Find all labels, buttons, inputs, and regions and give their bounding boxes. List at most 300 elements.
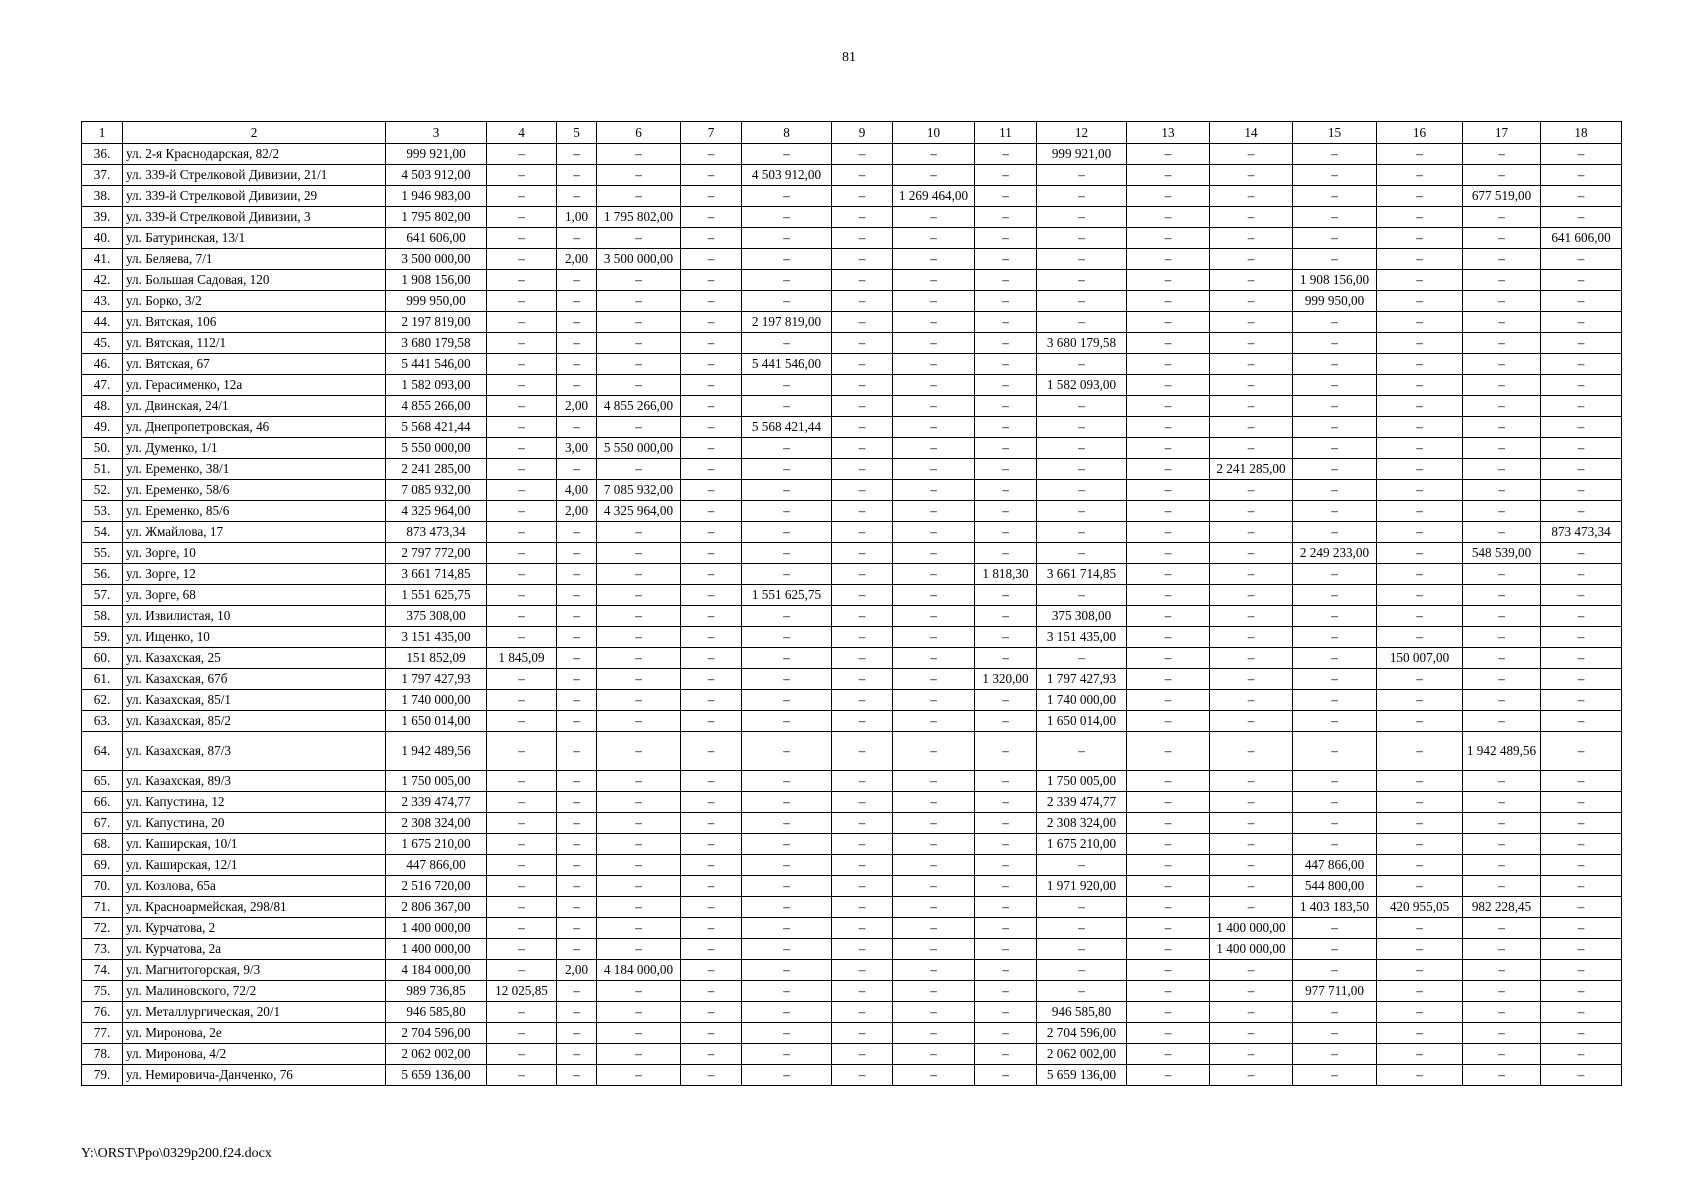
value-cell: – bbox=[1541, 711, 1622, 732]
value-cell: – bbox=[975, 249, 1037, 270]
value-cell: – bbox=[487, 312, 557, 333]
value-cell: – bbox=[742, 648, 832, 669]
value-cell: – bbox=[1377, 732, 1463, 771]
value-cell: – bbox=[597, 897, 681, 918]
value-cell: – bbox=[742, 522, 832, 543]
value-cell: – bbox=[1037, 165, 1127, 186]
value-cell: – bbox=[1541, 1044, 1622, 1065]
value-cell: – bbox=[487, 813, 557, 834]
value-cell: – bbox=[1541, 855, 1622, 876]
address-cell: ул. Думенко, 1/1 bbox=[123, 438, 386, 459]
value-cell: – bbox=[487, 918, 557, 939]
value-cell: – bbox=[557, 939, 597, 960]
value-cell: – bbox=[1127, 312, 1210, 333]
value-cell: – bbox=[893, 1044, 975, 1065]
value-cell: 4 184 000,00 bbox=[386, 960, 487, 981]
value-cell: – bbox=[681, 897, 742, 918]
value-cell: – bbox=[487, 333, 557, 354]
value-cell: – bbox=[975, 792, 1037, 813]
value-cell: – bbox=[557, 354, 597, 375]
table-row bbox=[82, 375, 1622, 396]
value-cell: – bbox=[893, 1023, 975, 1044]
value-cell: – bbox=[1210, 1002, 1293, 1023]
header-cell: 4 bbox=[487, 122, 557, 144]
value-cell: – bbox=[557, 771, 597, 792]
value-cell: – bbox=[832, 732, 893, 771]
value-cell: – bbox=[975, 690, 1037, 711]
value-cell: – bbox=[893, 606, 975, 627]
value-cell: – bbox=[1037, 459, 1127, 480]
value-cell: – bbox=[681, 585, 742, 606]
value-cell: – bbox=[975, 939, 1037, 960]
table-row bbox=[82, 711, 1622, 732]
value-cell: – bbox=[1541, 1023, 1622, 1044]
value-cell: – bbox=[597, 981, 681, 1002]
value-cell: – bbox=[975, 960, 1037, 981]
value-cell: – bbox=[832, 939, 893, 960]
value-cell: – bbox=[597, 417, 681, 438]
value-cell: – bbox=[1210, 564, 1293, 585]
value-cell: – bbox=[487, 939, 557, 960]
row-number: 48. bbox=[82, 396, 123, 417]
value-cell: – bbox=[832, 354, 893, 375]
value-cell: – bbox=[1210, 792, 1293, 813]
table-row bbox=[82, 1002, 1622, 1023]
value-cell: – bbox=[1463, 459, 1541, 480]
value-cell: – bbox=[832, 627, 893, 648]
value-cell: 1 946 983,00 bbox=[386, 186, 487, 207]
value-cell: 7 085 932,00 bbox=[386, 480, 487, 501]
value-cell: – bbox=[1210, 480, 1293, 501]
value-cell: – bbox=[557, 1065, 597, 1086]
value-cell: – bbox=[975, 270, 1037, 291]
value-cell: – bbox=[742, 981, 832, 1002]
value-cell: – bbox=[487, 855, 557, 876]
value-cell: – bbox=[975, 291, 1037, 312]
value-cell: – bbox=[557, 186, 597, 207]
value-cell: – bbox=[975, 1044, 1037, 1065]
value-cell: – bbox=[1541, 813, 1622, 834]
value-cell: – bbox=[597, 333, 681, 354]
table-row bbox=[82, 732, 1622, 771]
value-cell: – bbox=[557, 333, 597, 354]
value-cell: – bbox=[832, 981, 893, 1002]
value-cell: – bbox=[1463, 690, 1541, 711]
value-cell: – bbox=[1463, 270, 1541, 291]
value-cell: – bbox=[681, 291, 742, 312]
value-cell: 1 797 427,93 bbox=[1037, 669, 1127, 690]
value-cell: – bbox=[1293, 939, 1377, 960]
address-cell: ул. Зорге, 68 bbox=[123, 585, 386, 606]
value-cell: – bbox=[893, 834, 975, 855]
value-cell: – bbox=[893, 960, 975, 981]
address-cell: ул. Вятская, 106 bbox=[123, 312, 386, 333]
value-cell: – bbox=[1463, 711, 1541, 732]
value-cell: – bbox=[597, 606, 681, 627]
value-cell: – bbox=[1127, 939, 1210, 960]
value-cell: 989 736,85 bbox=[386, 981, 487, 1002]
value-cell: 2,00 bbox=[557, 501, 597, 522]
value-cell: – bbox=[1377, 792, 1463, 813]
value-cell: – bbox=[597, 648, 681, 669]
table-row bbox=[82, 564, 1622, 585]
value-cell: – bbox=[1127, 144, 1210, 165]
footer-file-path: Y:\ORST\Ppo\0329p200.f24.docx bbox=[81, 1146, 272, 1161]
value-cell: – bbox=[1377, 396, 1463, 417]
value-cell: – bbox=[557, 732, 597, 771]
value-cell: – bbox=[975, 459, 1037, 480]
value-cell: – bbox=[1377, 876, 1463, 897]
value-cell: – bbox=[1377, 459, 1463, 480]
value-cell: – bbox=[893, 711, 975, 732]
value-cell: – bbox=[1541, 312, 1622, 333]
value-cell: – bbox=[1127, 417, 1210, 438]
value-cell: – bbox=[893, 690, 975, 711]
value-cell: – bbox=[487, 186, 557, 207]
value-cell: – bbox=[1541, 249, 1622, 270]
value-cell: – bbox=[681, 648, 742, 669]
value-cell: 5 550 000,00 bbox=[597, 438, 681, 459]
value-cell: – bbox=[832, 375, 893, 396]
address-cell: ул. Малиновского, 72/2 bbox=[123, 981, 386, 1002]
value-cell: 544 800,00 bbox=[1293, 876, 1377, 897]
value-cell: 3 661 714,85 bbox=[1037, 564, 1127, 585]
value-cell: – bbox=[893, 375, 975, 396]
value-cell: – bbox=[487, 1065, 557, 1086]
value-cell: – bbox=[975, 876, 1037, 897]
value-cell: 2,00 bbox=[557, 249, 597, 270]
value-cell: – bbox=[681, 939, 742, 960]
value-cell: – bbox=[681, 876, 742, 897]
value-cell: – bbox=[681, 960, 742, 981]
value-cell: – bbox=[1210, 333, 1293, 354]
value-cell: – bbox=[597, 144, 681, 165]
value-cell: – bbox=[742, 690, 832, 711]
value-cell: – bbox=[1463, 291, 1541, 312]
row-number: 40. bbox=[82, 228, 123, 249]
table-row bbox=[82, 669, 1622, 690]
value-cell: – bbox=[742, 270, 832, 291]
table-row bbox=[82, 249, 1622, 270]
value-cell: – bbox=[487, 291, 557, 312]
value-cell: – bbox=[1463, 792, 1541, 813]
value-cell: – bbox=[1541, 771, 1622, 792]
value-cell: – bbox=[1463, 771, 1541, 792]
row-number: 52. bbox=[82, 480, 123, 501]
value-cell: – bbox=[1210, 312, 1293, 333]
row-number: 69. bbox=[82, 855, 123, 876]
row-number: 55. bbox=[82, 543, 123, 564]
row-number: 45. bbox=[82, 333, 123, 354]
value-cell: – bbox=[1463, 1023, 1541, 1044]
value-cell: – bbox=[557, 375, 597, 396]
value-cell: – bbox=[893, 648, 975, 669]
value-cell: – bbox=[893, 207, 975, 228]
value-cell: – bbox=[557, 834, 597, 855]
value-cell: 375 308,00 bbox=[386, 606, 487, 627]
value-cell: – bbox=[893, 417, 975, 438]
value-cell: – bbox=[1541, 627, 1622, 648]
value-cell: – bbox=[1541, 291, 1622, 312]
value-cell: 4 855 266,00 bbox=[386, 396, 487, 417]
row-number: 42. bbox=[82, 270, 123, 291]
value-cell: – bbox=[1210, 627, 1293, 648]
value-cell: – bbox=[1210, 711, 1293, 732]
value-cell: – bbox=[1127, 291, 1210, 312]
row-number: 56. bbox=[82, 564, 123, 585]
address-cell: ул. 339-й Стрелковой Дивизии, 29 bbox=[123, 186, 386, 207]
table-row bbox=[82, 585, 1622, 606]
value-cell: – bbox=[1127, 207, 1210, 228]
value-cell: – bbox=[597, 1023, 681, 1044]
value-cell: – bbox=[1037, 438, 1127, 459]
address-cell: ул. Козлова, 65а bbox=[123, 876, 386, 897]
value-cell: – bbox=[681, 207, 742, 228]
row-number: 57. bbox=[82, 585, 123, 606]
row-number: 54. bbox=[82, 522, 123, 543]
value-cell: – bbox=[1463, 1002, 1541, 1023]
value-cell: – bbox=[742, 627, 832, 648]
value-cell: – bbox=[742, 606, 832, 627]
value-cell: – bbox=[975, 165, 1037, 186]
value-cell: – bbox=[681, 144, 742, 165]
value-cell: 4 503 912,00 bbox=[386, 165, 487, 186]
row-number: 49. bbox=[82, 417, 123, 438]
value-cell: 5 441 546,00 bbox=[386, 354, 487, 375]
value-cell: – bbox=[681, 981, 742, 1002]
value-cell: 946 585,80 bbox=[386, 1002, 487, 1023]
value-cell: – bbox=[681, 312, 742, 333]
value-cell: – bbox=[832, 855, 893, 876]
value-cell: – bbox=[742, 1044, 832, 1065]
value-cell: – bbox=[975, 981, 1037, 1002]
value-cell: – bbox=[1377, 771, 1463, 792]
address-cell: ул. Еременко, 58/6 bbox=[123, 480, 386, 501]
value-cell: – bbox=[742, 876, 832, 897]
value-cell: – bbox=[1037, 981, 1127, 1002]
row-number: 64. bbox=[82, 732, 123, 771]
value-cell: – bbox=[597, 270, 681, 291]
value-cell: 1 551 625,75 bbox=[386, 585, 487, 606]
value-cell: – bbox=[1293, 1002, 1377, 1023]
row-number: 75. bbox=[82, 981, 123, 1002]
value-cell: – bbox=[1293, 1023, 1377, 1044]
value-cell: – bbox=[742, 1002, 832, 1023]
value-cell: 3 500 000,00 bbox=[597, 249, 681, 270]
value-cell: – bbox=[1037, 207, 1127, 228]
value-cell: – bbox=[832, 585, 893, 606]
value-cell: 873 473,34 bbox=[1541, 522, 1622, 543]
value-cell: – bbox=[1541, 270, 1622, 291]
value-cell: – bbox=[597, 771, 681, 792]
row-number: 65. bbox=[82, 771, 123, 792]
value-cell: – bbox=[742, 564, 832, 585]
value-cell: – bbox=[1210, 396, 1293, 417]
value-cell: – bbox=[1293, 333, 1377, 354]
value-cell: – bbox=[832, 480, 893, 501]
value-cell: 1 795 802,00 bbox=[597, 207, 681, 228]
value-cell: – bbox=[1541, 939, 1622, 960]
value-cell: 946 585,80 bbox=[1037, 1002, 1127, 1023]
value-cell: – bbox=[832, 711, 893, 732]
value-cell: – bbox=[893, 564, 975, 585]
value-cell: 1 942 489,56 bbox=[1463, 732, 1541, 771]
table-row bbox=[82, 291, 1622, 312]
value-cell: 2 806 367,00 bbox=[386, 897, 487, 918]
table-row bbox=[82, 144, 1622, 165]
value-cell: – bbox=[597, 291, 681, 312]
value-cell: – bbox=[487, 249, 557, 270]
value-cell: 4 855 266,00 bbox=[597, 396, 681, 417]
value-cell: – bbox=[487, 438, 557, 459]
value-cell: 2 197 819,00 bbox=[386, 312, 487, 333]
value-cell: – bbox=[1037, 855, 1127, 876]
value-cell: 4 184 000,00 bbox=[597, 960, 681, 981]
table-row bbox=[82, 228, 1622, 249]
value-cell: – bbox=[975, 417, 1037, 438]
address-cell: ул. Немировича-Данченко, 76 bbox=[123, 1065, 386, 1086]
value-cell: – bbox=[1210, 417, 1293, 438]
value-cell: 2,00 bbox=[557, 960, 597, 981]
value-cell: – bbox=[1377, 627, 1463, 648]
value-cell: – bbox=[681, 333, 742, 354]
value-cell: – bbox=[557, 165, 597, 186]
value-cell: – bbox=[1293, 606, 1377, 627]
value-cell: – bbox=[1127, 249, 1210, 270]
value-cell: – bbox=[832, 249, 893, 270]
value-cell: – bbox=[1037, 480, 1127, 501]
value-cell: – bbox=[681, 1065, 742, 1086]
table-row bbox=[82, 855, 1622, 876]
value-cell: – bbox=[1377, 480, 1463, 501]
value-cell: – bbox=[1293, 834, 1377, 855]
value-cell: 1 400 000,00 bbox=[1210, 918, 1293, 939]
value-cell: – bbox=[681, 711, 742, 732]
value-cell: 2 062 002,00 bbox=[386, 1044, 487, 1065]
value-cell: – bbox=[975, 186, 1037, 207]
value-cell: – bbox=[1210, 771, 1293, 792]
value-cell: – bbox=[1293, 312, 1377, 333]
value-cell: – bbox=[487, 669, 557, 690]
value-cell: – bbox=[1037, 522, 1127, 543]
value-cell: – bbox=[1377, 291, 1463, 312]
value-cell: – bbox=[832, 144, 893, 165]
header-cell: 15 bbox=[1293, 122, 1377, 144]
value-cell: – bbox=[1210, 690, 1293, 711]
row-number: 44. bbox=[82, 312, 123, 333]
value-cell: – bbox=[487, 960, 557, 981]
value-cell: – bbox=[1541, 144, 1622, 165]
value-cell: – bbox=[893, 333, 975, 354]
value-cell: – bbox=[1463, 981, 1541, 1002]
value-cell: – bbox=[1541, 396, 1622, 417]
value-cell: – bbox=[1541, 1065, 1622, 1086]
value-cell: 3 151 435,00 bbox=[1037, 627, 1127, 648]
value-cell: – bbox=[1377, 939, 1463, 960]
value-cell: – bbox=[1210, 834, 1293, 855]
value-cell: 1 797 427,93 bbox=[386, 669, 487, 690]
value-cell: – bbox=[975, 333, 1037, 354]
table-row bbox=[82, 876, 1622, 897]
value-cell: – bbox=[1210, 585, 1293, 606]
value-cell: – bbox=[557, 1023, 597, 1044]
value-cell: – bbox=[893, 771, 975, 792]
value-cell: – bbox=[1541, 918, 1622, 939]
value-cell: – bbox=[893, 792, 975, 813]
row-number: 72. bbox=[82, 918, 123, 939]
value-cell: – bbox=[557, 813, 597, 834]
value-cell: – bbox=[1127, 627, 1210, 648]
row-number: 37. bbox=[82, 165, 123, 186]
value-cell: – bbox=[1293, 186, 1377, 207]
value-cell: – bbox=[1377, 1065, 1463, 1086]
value-cell: – bbox=[975, 648, 1037, 669]
value-cell: – bbox=[742, 396, 832, 417]
value-cell: – bbox=[1541, 333, 1622, 354]
value-cell: – bbox=[681, 396, 742, 417]
row-number: 59. bbox=[82, 627, 123, 648]
address-cell: ул. Жмайлова, 17 bbox=[123, 522, 386, 543]
value-cell: – bbox=[1210, 186, 1293, 207]
value-cell: – bbox=[681, 270, 742, 291]
value-cell: – bbox=[1210, 375, 1293, 396]
value-cell: – bbox=[1463, 1044, 1541, 1065]
value-cell: – bbox=[1037, 417, 1127, 438]
value-cell: – bbox=[1293, 438, 1377, 459]
value-cell: – bbox=[1463, 813, 1541, 834]
value-cell: – bbox=[487, 627, 557, 648]
row-number: 58. bbox=[82, 606, 123, 627]
value-cell: – bbox=[1377, 918, 1463, 939]
value-cell: – bbox=[975, 585, 1037, 606]
value-cell: – bbox=[1293, 669, 1377, 690]
value-cell: – bbox=[1541, 480, 1622, 501]
value-cell: 999 950,00 bbox=[1293, 291, 1377, 312]
value-cell: – bbox=[832, 543, 893, 564]
value-cell: – bbox=[1127, 543, 1210, 564]
row-number: 51. bbox=[82, 459, 123, 480]
row-number: 70. bbox=[82, 876, 123, 897]
value-cell: – bbox=[742, 438, 832, 459]
value-cell: – bbox=[832, 876, 893, 897]
value-cell: – bbox=[832, 501, 893, 522]
value-cell: – bbox=[975, 480, 1037, 501]
value-cell: 375 308,00 bbox=[1037, 606, 1127, 627]
row-number: 46. bbox=[82, 354, 123, 375]
value-cell: – bbox=[742, 939, 832, 960]
value-cell: – bbox=[1127, 690, 1210, 711]
value-cell: – bbox=[832, 228, 893, 249]
value-cell: 641 606,00 bbox=[386, 228, 487, 249]
value-cell: – bbox=[557, 585, 597, 606]
value-cell: 982 228,45 bbox=[1463, 897, 1541, 918]
value-cell: – bbox=[1541, 690, 1622, 711]
value-cell: – bbox=[597, 732, 681, 771]
value-cell: – bbox=[681, 834, 742, 855]
value-cell: – bbox=[975, 312, 1037, 333]
address-cell: ул. Казахская, 85/1 bbox=[123, 690, 386, 711]
value-cell: – bbox=[681, 1023, 742, 1044]
value-cell: – bbox=[1377, 606, 1463, 627]
value-cell: 1 795 802,00 bbox=[386, 207, 487, 228]
value-cell: – bbox=[1541, 669, 1622, 690]
value-cell: – bbox=[832, 291, 893, 312]
value-cell: – bbox=[681, 690, 742, 711]
value-cell: – bbox=[832, 1023, 893, 1044]
address-cell: ул. Беляева, 7/1 bbox=[123, 249, 386, 270]
value-cell: – bbox=[1293, 480, 1377, 501]
value-cell: 1 400 000,00 bbox=[386, 939, 487, 960]
